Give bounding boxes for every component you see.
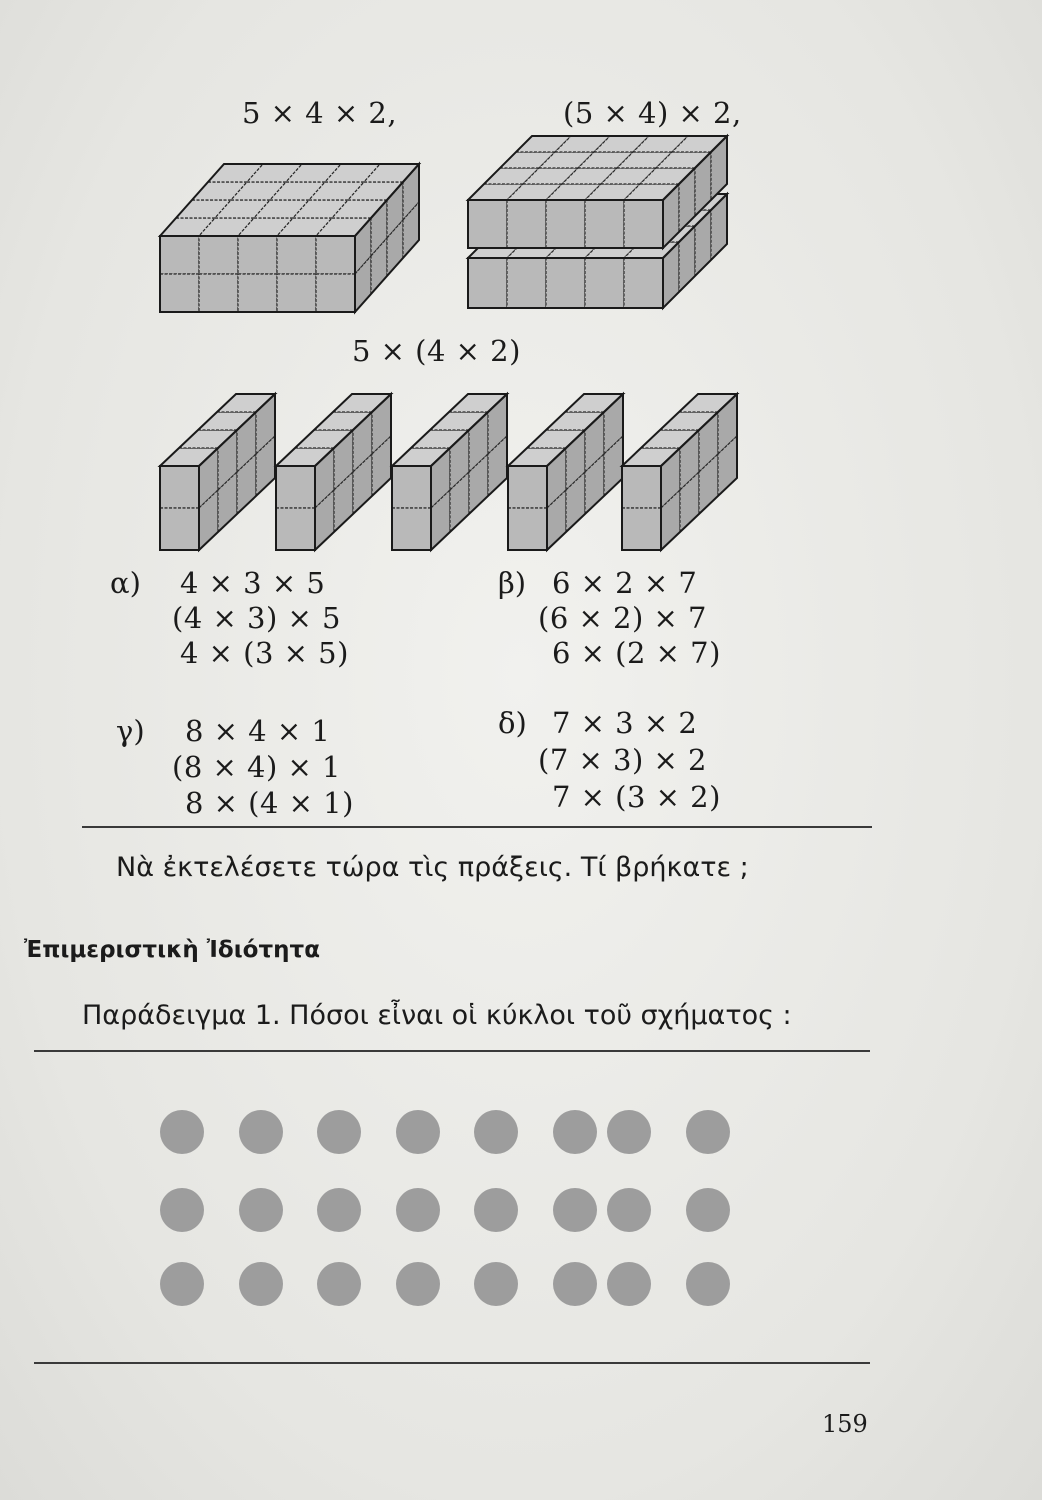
expression-line: (7 × 3) × 2 [538,743,707,777]
cube-front-face [392,508,431,550]
expression-line: 8 × (4 × 1) [185,786,354,820]
circle-dot [686,1262,730,1306]
cube-front-face [622,508,661,550]
circle-dot [239,1262,283,1306]
cube-front-face [316,236,355,274]
circle-dot [553,1188,597,1232]
divider-rule [34,1050,870,1052]
cube-front-face [199,274,238,312]
instruction-text: Νὰ ἐκτελέσετε τώρα τὶς πράξεις. Τί βρήκατε ; [116,852,749,883]
circle-dot [317,1110,361,1154]
cube-front-face [160,274,199,312]
circle-dot [396,1262,440,1306]
cube-front-face [507,258,546,308]
cube-front-face [238,274,277,312]
circle-dot [686,1110,730,1154]
expression-line: (4 × 3) × 5 [172,601,341,635]
circle-dot [607,1188,651,1232]
cube-front-face [276,508,315,550]
circle-dot [160,1110,204,1154]
circle-dot [239,1110,283,1154]
exercise-label: δ) [498,706,527,740]
circle-dot [239,1188,283,1232]
section-heading: Ἐπιμεριστικὴ Ἰδιότητα [24,937,321,963]
figure-label-top-right: (5 × 4) × 2, [563,96,742,130]
cube-front-face [277,236,316,274]
figure-label-top-left: 5 × 4 × 2, [242,96,398,130]
circle-dot [474,1110,518,1154]
circle-dot [317,1188,361,1232]
expression-line: 4 × (3 × 5) [180,636,349,670]
cube-front-face [507,200,546,248]
circle-dot [317,1262,361,1306]
divider-rule [82,826,872,828]
expression-line: 7 × 3 × 2 [552,706,698,740]
cube-front-face [316,274,355,312]
cube-front-face [160,236,199,274]
figure-label-middle: 5 × (4 × 2) [352,334,521,368]
circle-dot [396,1110,440,1154]
expression-line: 4 × 3 × 5 [180,566,326,600]
exercise-label: β) [498,566,527,600]
circle-dot [474,1262,518,1306]
circle-dot [160,1262,204,1306]
cube-front-face [199,236,238,274]
cube-front-face [277,274,316,312]
circle-dot [607,1110,651,1154]
cube-front-face [468,200,507,248]
expression-line: 6 × 2 × 7 [552,566,698,600]
expression-line: (6 × 2) × 7 [538,601,707,635]
exercise-label: α) [110,566,141,600]
cube-front-face [508,466,547,508]
cube-front-face [585,200,624,248]
expression-line: (8 × 4) × 1 [172,750,341,784]
cube-front-face [546,258,585,308]
circle-dot [607,1262,651,1306]
cube-front-face [392,466,431,508]
circle-dot [396,1188,440,1232]
circle-dot [686,1188,730,1232]
circle-dot [553,1110,597,1154]
cube-front-face [622,466,661,508]
cube-front-face [276,466,315,508]
cube-front-face [238,236,277,274]
expression-line: 8 × 4 × 1 [185,714,331,748]
cube-front-face [546,200,585,248]
example-text: Παράδειγμα 1. Πόσοι εἶναι οἱ κύκλοι τοῦ σχήματος : [82,1000,792,1031]
exercise-label: γ) [116,714,145,748]
expression-line: 7 × (3 × 2) [552,780,721,814]
circle-dot [160,1188,204,1232]
divider-rule [34,1362,870,1364]
circle-dot [474,1188,518,1232]
cube-front-face [585,258,624,308]
cube-front-face [624,258,663,308]
cube-front-face [160,466,199,508]
expression-line: 6 × (2 × 7) [552,636,721,670]
cube-front-face [160,508,199,550]
circle-dot [553,1262,597,1306]
page-number: 159 [822,1410,868,1438]
cube-front-face [468,258,507,308]
cube-front-face [508,508,547,550]
cube-front-face [624,200,663,248]
